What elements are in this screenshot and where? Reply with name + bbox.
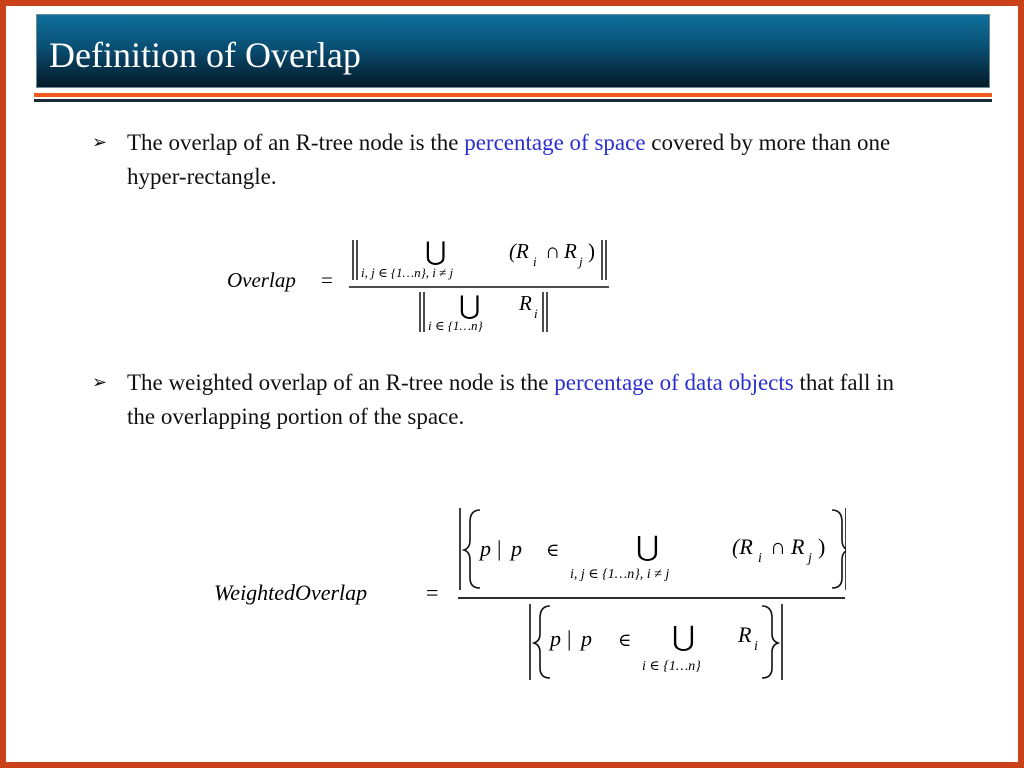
overlap-formula-graphic — [213, 222, 611, 342]
bullet-arrow-icon: ➢ — [92, 132, 108, 153]
bullet-highlight: percentage of data objects — [554, 370, 794, 395]
bullet-arrow-icon: ➢ — [92, 372, 108, 393]
weighted-den-p: p — [550, 626, 561, 651]
weighted-num-Ri: (R — [732, 534, 753, 559]
weighted-den-R: R — [738, 622, 752, 647]
bullet-text-after: that fall in the overlapping portion of the space. — [127, 370, 895, 429]
weighted-den-in-icon: ∈ — [618, 630, 632, 650]
overlap-union-icon: ⋃ — [425, 237, 447, 266]
overlap-denominator-subscript: i ∈ {1…n} — [428, 318, 483, 333]
weighted-num-i: i — [758, 551, 762, 566]
overlap-numerator-Rj: R — [564, 239, 577, 263]
weighted-num-Rj: R — [791, 534, 805, 559]
weighted-overlap-formula — [208, 496, 846, 686]
weighted-denominator-subscript: i ∈ {1…n} — [642, 659, 701, 674]
weighted-lhs: WeightedOverlap — [214, 580, 368, 605]
title-underline-orange — [34, 93, 992, 97]
overlap-lhs: Overlap — [227, 268, 296, 292]
overlap-numerator-close: ) — [588, 239, 595, 263]
weighted-equals: = — [426, 580, 439, 605]
weighted-den-p2: p — [581, 626, 592, 651]
weighted-num-j: j — [808, 551, 812, 566]
bullet-text-after: covered by more than one hyper-rectangle. — [127, 130, 891, 189]
weighted-num-bar: | — [497, 536, 502, 561]
overlap-formula — [213, 222, 611, 342]
overlap-numerator-j: j — [579, 254, 583, 269]
weighted-num-in-icon: ∈ — [546, 540, 560, 560]
overlap-cap-icon: ∩ — [545, 239, 561, 263]
bullet-text-before: The weighted overlap of an R-tree node is the — [127, 370, 555, 395]
overlap-numerator-i: i — [533, 254, 537, 269]
weighted-num-p2: p — [511, 536, 522, 561]
bullet-highlight: percentage of space — [464, 130, 646, 155]
weighted-overlap-formula-graphic — [208, 496, 846, 686]
bullet-text — [127, 126, 917, 194]
overlap-den-union-icon: ⋃ — [459, 291, 481, 320]
overlap-numerator-Ri: (R — [509, 239, 529, 263]
overlap-denominator-R: R — [519, 291, 532, 315]
weighted-den-i: i — [754, 639, 758, 654]
weighted-num-cap-icon: ∩ — [770, 534, 786, 559]
weighted-den-bar: | — [567, 626, 572, 651]
title-bar — [36, 14, 990, 88]
weighted-num-p: p — [480, 536, 491, 561]
overlap-denominator-i: i — [534, 306, 538, 321]
bullet-text-before: The overlap of an R-tree node is the — [127, 130, 465, 155]
bullet-text — [127, 366, 917, 434]
weighted-numerator-subscript: i, j ∈ {1…n}, i ≠ j — [570, 567, 670, 582]
overlap-equals: = — [321, 268, 333, 292]
overlap-numerator-subscript: i, j ∈ {1…n}, i ≠ j — [361, 265, 454, 280]
slide-title: Definition of Overlap — [49, 35, 361, 75]
weighted-num-union-icon: ⋃ — [636, 532, 659, 563]
title-underline-dark — [34, 99, 992, 102]
weighted-num-close: ) — [818, 534, 826, 559]
weighted-den-union-icon: ⋃ — [672, 622, 695, 653]
